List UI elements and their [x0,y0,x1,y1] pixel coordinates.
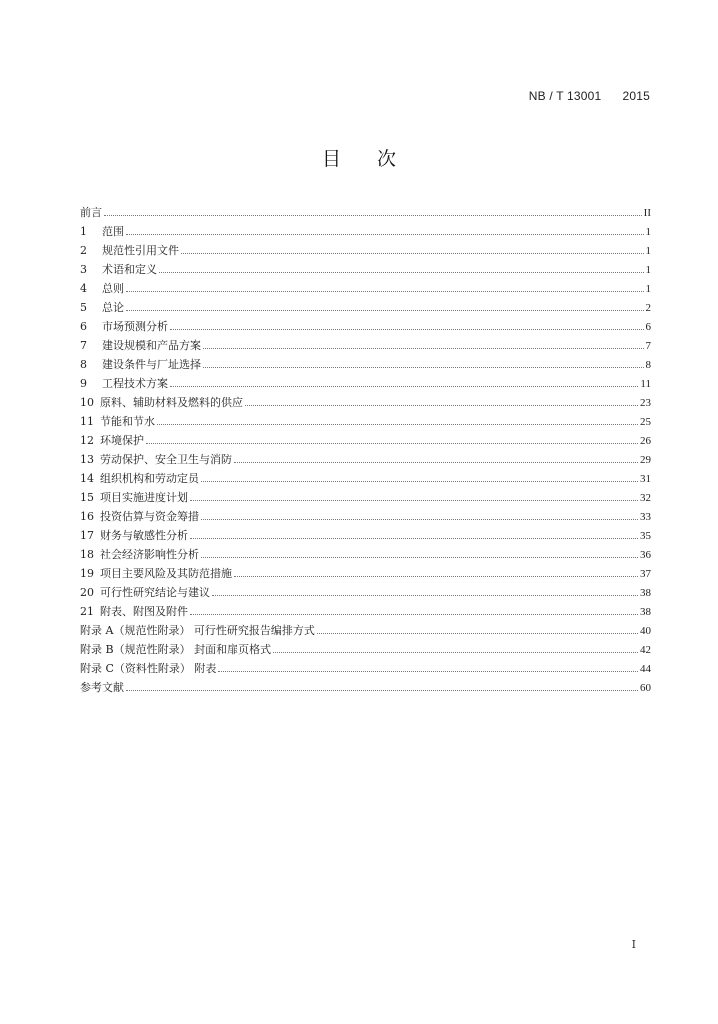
toc-entry[interactable] [80,431,651,450]
toc-entry-number: 10 [80,396,94,409]
toc-entry-page: 23 [640,397,651,409]
toc-entry-number: 21 [80,605,94,618]
toc-entry-page: 60 [640,682,651,694]
toc-entry-page: 11 [640,378,651,390]
toc-entry-page: 8 [645,359,651,371]
toc-entry-label: 建设条件与厂址选择 [102,358,201,371]
toc-entry-label: 市场预测分析 [102,320,168,333]
toc-entry-number: 18 [80,548,94,561]
toc-entry-page: 26 [640,435,651,447]
toc-entry-label: 工程技术方案 [102,377,168,390]
toc-entry[interactable] [80,336,651,355]
toc-entry-label: 项目实施进度计划 [100,491,188,504]
toc-entry[interactable] [80,241,651,260]
toc-dot-leader [234,462,638,463]
toc-entry-label: 项目主要风险及其防范措施 [100,567,232,580]
toc-dot-leader [157,424,638,425]
toc-entry[interactable] [80,412,651,431]
toc-entry-page: 35 [640,530,651,542]
toc-entry[interactable] [80,526,651,545]
toc-entry-page: 25 [640,416,651,428]
toc-entry-number: 14 [80,472,94,485]
toc-dot-leader [245,405,638,406]
toc-entry-number: 19 [80,567,94,580]
toc-entry[interactable] [80,640,651,659]
toc-dot-leader [273,652,638,653]
toc-dot-leader [170,329,644,330]
toc-entry-page: 32 [640,492,651,504]
toc-dot-leader [201,519,638,520]
toc-entry-number: 12 [80,434,94,447]
toc-entry-number: 9 [80,377,87,390]
toc-entry-page: 33 [640,511,651,523]
toc-entry-page: 6 [645,321,651,333]
toc-entry[interactable] [80,317,651,336]
toc-entry-label: 参考文献 [80,681,124,694]
toc-entry-page: 38 [640,606,651,618]
toc-entry-label: 附录 A（规范性附录） 可行性研究报告编排方式 [80,624,315,637]
toc-entry-label: 附录 B（规范性附录） 封面和扉页格式 [80,643,272,656]
toc-entry[interactable] [80,621,651,640]
toc-dot-leader [317,633,638,634]
toc-entry-page: 1 [645,245,651,257]
toc-entry-label: 投资估算与资金筹措 [100,510,199,523]
toc-entry-label: 附表、附图及附件 [100,605,188,618]
toc-entry-number: 2 [80,244,87,257]
toc-dot-leader [190,500,638,501]
toc-entry-label: 附录 C（资料性附录） 附表 [80,662,217,675]
toc-entry-label: 组织机构和劳动定员 [100,472,199,485]
toc-entry-label: 可行性研究结论与建议 [100,586,210,599]
toc-entry[interactable] [80,469,651,488]
page-title: 目次 [321,148,432,170]
toc-entry-page: 2 [645,302,651,314]
toc-entry-label: 规范性引用文件 [102,244,179,257]
toc-entry-number: 11 [80,415,94,428]
toc-entry-number: 4 [80,282,87,295]
toc-entry[interactable] [80,678,651,697]
toc-entry-page: 7 [645,340,651,352]
toc-entry[interactable] [80,602,651,621]
toc-dot-leader [203,367,644,368]
toc-entry-label: 总则 [102,282,124,295]
toc-entry-label: 建设规模和产品方案 [102,339,201,352]
toc-dot-leader [126,291,644,292]
toc-entry[interactable] [80,545,651,564]
toc-dot-leader [218,671,638,672]
toc-entry[interactable] [80,659,651,678]
toc-entry[interactable] [80,583,651,602]
toc-entry-number: 6 [80,320,87,333]
toc-entry-page: 1 [645,264,651,276]
toc-entry-page: 38 [640,587,651,599]
toc-dot-leader [212,595,638,596]
toc-entry-label: 范围 [102,225,124,238]
toc-dot-leader [201,557,638,558]
toc-dot-leader [126,310,644,311]
toc-entry-page: 31 [640,473,651,485]
page-number: I [631,938,636,951]
toc-entry-page: 40 [640,625,651,637]
toc-dot-leader [234,576,638,577]
toc-entry-page: 1 [645,226,651,238]
toc-dot-leader [190,614,638,615]
toc-dot-leader [126,690,638,691]
toc-entry[interactable] [80,450,651,469]
toc-entry-label: 前言 [80,206,102,219]
toc-entry-page: 44 [640,663,651,675]
toc-entry-number: 7 [80,339,87,352]
toc-entry-page: 42 [640,644,651,656]
toc-entry-label: 劳动保护、安全卫生与消防 [100,453,232,466]
toc-entry[interactable] [80,203,651,222]
toc-entry-number: 17 [80,529,94,542]
toc-entry[interactable] [80,279,651,298]
toc-entry[interactable] [80,488,651,507]
toc-entry-label: 环境保护 [100,434,144,447]
toc-entry[interactable] [80,222,651,241]
toc-entry-number: 3 [80,263,87,276]
toc-dot-leader [159,272,644,273]
toc-entry[interactable] [80,298,651,317]
toc-entry-number: 15 [80,491,94,504]
toc-entry-number: 8 [80,358,87,371]
toc-entry[interactable] [80,393,651,412]
toc-entry-label: 术语和定义 [102,263,157,276]
toc-entry-label: 社会经济影响性分析 [100,548,199,561]
toc-entry[interactable] [80,355,651,374]
toc-dot-leader [126,234,644,235]
toc-dot-leader [203,348,644,349]
toc-dot-leader [104,215,642,216]
toc-dot-leader [146,443,638,444]
standard-year: 2015 [622,89,650,103]
toc-entry-page: 1 [645,283,651,295]
toc-dot-leader [201,481,638,482]
toc-entry-label: 节能和节水 [100,415,155,428]
toc-dot-leader [181,253,644,254]
toc-entry-number: 5 [80,301,87,314]
toc-entry-label: 原料、辅助材料及燃料的供应 [100,396,243,409]
toc-entry-label: 总论 [102,301,124,314]
toc-entry-page: 36 [640,549,651,561]
toc-entry-number: 16 [80,510,94,523]
toc-dot-leader [190,538,638,539]
toc-entry-number: 1 [80,225,87,238]
toc-entry-page: II [643,207,651,219]
table-of-contents [80,203,651,697]
standard-code: NB / T 13001 [528,89,602,103]
toc-entry-number: 13 [80,453,94,466]
toc-entry[interactable] [80,260,651,279]
toc-entry[interactable] [80,507,651,526]
toc-entry-number: 20 [80,586,94,599]
toc-entry[interactable] [80,564,651,583]
toc-entry-page: 37 [640,568,651,580]
standard-code-header [529,89,650,103]
toc-dot-leader [170,386,638,387]
toc-entry-page: 29 [640,454,651,466]
toc-entry[interactable] [80,374,651,393]
toc-entry-label: 财务与敏感性分析 [100,529,188,542]
